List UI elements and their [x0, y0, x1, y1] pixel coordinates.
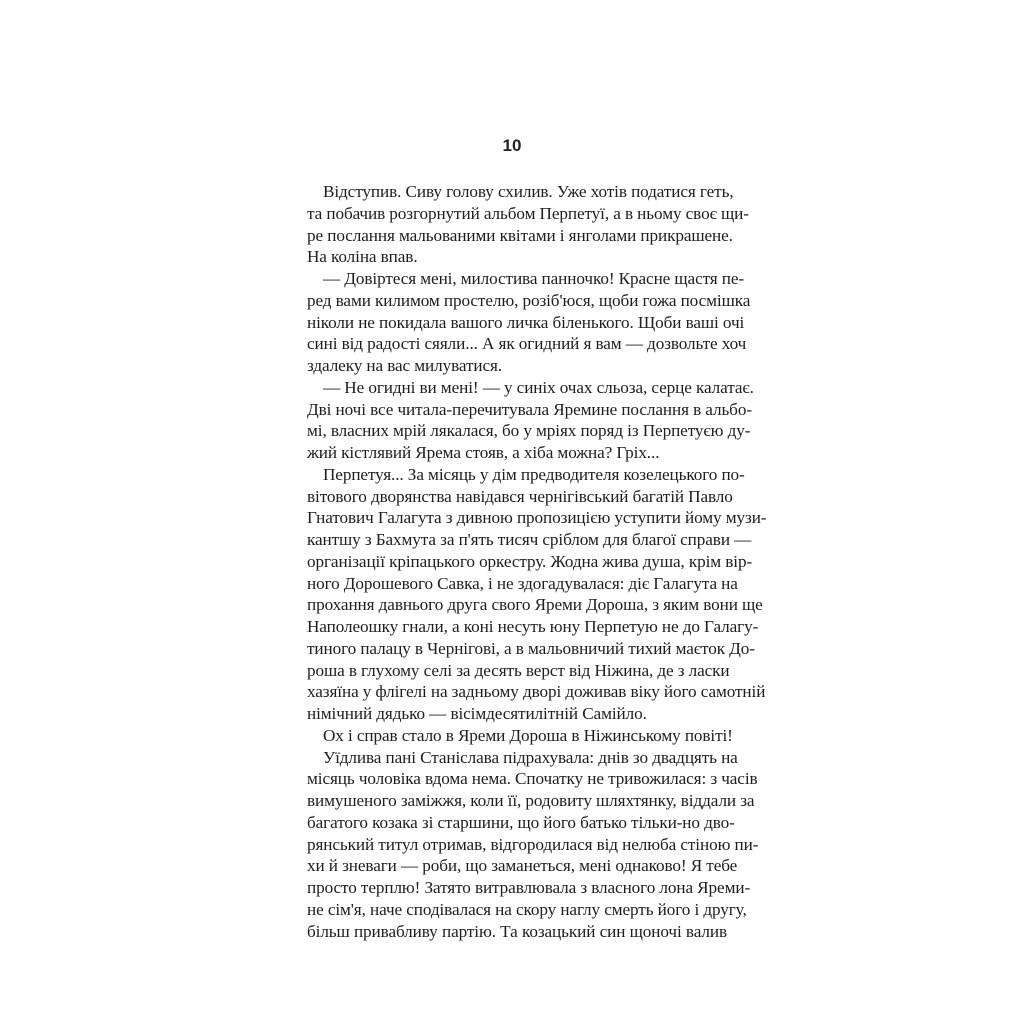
- text-line: мі, власних мрій лякалася, бо у мріях поряд із Перпетуєю ду-: [307, 421, 751, 441]
- text-line: багатого козака зі старшини, що його батько тільки-но дво-: [307, 812, 735, 832]
- text-line: ре послання мальованими квітами і янголами прикрашене.: [307, 225, 733, 245]
- text-line: вимушеного заміжжя, коли її, родовиту шляхтянку, віддали за: [307, 791, 755, 810]
- page-number: 10: [502, 136, 522, 155]
- text-line: здалеку на вас милуватися.: [307, 356, 503, 375]
- text-line: ред вами килимом простелю, розіб'юся, щоби гожа посмішка: [307, 290, 751, 310]
- text-line: прохання давнього друга свого Яреми Дороша, з яким вони ще: [307, 595, 763, 615]
- text-line: — Не огидні ви мені! — у синіх очах сльоза, серце калатає.: [323, 377, 754, 397]
- text-line: організації кріпацького оркестру. Жодна жива душа, крім вір-: [307, 551, 753, 571]
- text-line: німічний дядько — вісімдесятилітній Самійло.: [307, 704, 647, 723]
- text-line: рянський титул отримав, відгородилася від нелюба стіною пи-: [307, 834, 759, 854]
- text-line: ніколи не покидала вашого личка біленького. Щоби ваші очі: [307, 312, 745, 332]
- text-line: вітового дворянства навідався чернігівський багатій Павло: [307, 486, 733, 506]
- text-line: просто терплю! Затято витравлювала з власного лона Яреми-: [307, 878, 751, 897]
- text-line: кантшу з Бахмута за п'ять тисяч сріблом для благої справи —: [307, 530, 752, 549]
- text-line: На коліна впав.: [307, 247, 418, 267]
- text-line: — Довіртеся мені, милостива панночко! Красне щастя пе-: [323, 269, 745, 288]
- text-line: хазяїна у флігелі на задньому дворі доживав віку його самотній: [307, 682, 766, 702]
- text-line: роша в глухому селі за десять верст від Ніжина, де з ласки: [307, 660, 730, 680]
- body-text: [307, 181, 767, 942]
- text-line: ного Дорошевого Савка, і не здогадувалася: діє Галагута на: [307, 573, 738, 593]
- text-line: хи й зневаги — роби, що заманеться, мені однаково! Я тебе: [307, 856, 738, 876]
- text-line: Ох і справ стало в Яреми Дороша в Ніжинському повіті!: [323, 725, 733, 745]
- text-line: Перпетуя... За місяць у дім предводителя козелецького по-: [323, 464, 745, 484]
- text-line: місяць чоловіка вдома нема. Спочатку не тривожилася: з часів: [307, 769, 758, 789]
- text-line: не сім'я, наче сподівалася на скору наглу смерть його і другу,: [307, 899, 747, 919]
- text-line: Гнатович Галагута з дивною пропозицією уступити йому музи-: [307, 508, 767, 528]
- text-line: більш привабливу партію. Та козацький син щоночі валив: [307, 921, 727, 941]
- text-line: Відступив. Сиву голову схилив. Уже хотів податися геть,: [323, 182, 734, 201]
- text-line: сині від радості сяяли... А як огидний я вам — дозвольте хоч: [307, 334, 747, 354]
- text-line: Уїдлива пані Станіслава підрахувала: днів зо двадцять на: [323, 747, 738, 767]
- text-line: тиного палацу в Чернігові, а в мальовничий тихий маєток До-: [307, 638, 755, 658]
- text-line: Дві ночі все читала-перечитувала Яремине послання в альбо-: [307, 399, 752, 419]
- text-line: та побачив розгорнутий альбом Перпетуї, а в ньому своє щи-: [307, 203, 749, 223]
- text-line: Наполеошку гнали, а коні несуть юну Перпетую не до Галагу-: [307, 617, 759, 636]
- text-line: жий кістлявий Ярема стояв, а хіба можна? Гріх...: [307, 443, 660, 462]
